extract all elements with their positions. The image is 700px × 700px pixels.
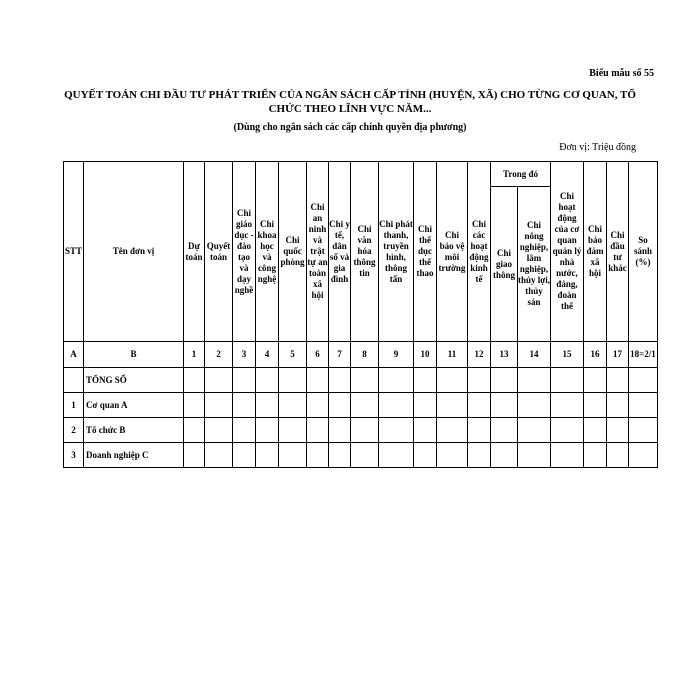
column-number-row xyxy=(64,342,658,368)
header-agriculture: Chi nông nghiệp, lâm nghiệp, thủy lợi, thủy sản xyxy=(518,187,551,342)
col-num: 2 xyxy=(205,342,233,368)
cell xyxy=(233,393,256,418)
cell xyxy=(491,418,518,443)
cell xyxy=(629,418,658,443)
cell xyxy=(491,443,518,468)
cell xyxy=(414,443,437,468)
cell xyxy=(233,418,256,443)
cell xyxy=(279,368,307,393)
cell xyxy=(379,418,414,443)
cell xyxy=(584,368,607,393)
row-stt: 1 xyxy=(64,393,84,418)
col-num: 8 xyxy=(351,342,379,368)
header-estimate: Dự toán xyxy=(184,162,205,342)
cell xyxy=(205,368,233,393)
cell xyxy=(329,443,351,468)
cell xyxy=(329,393,351,418)
unit-label: Đơn vị: Triệu đồng xyxy=(559,142,636,153)
cell xyxy=(184,443,205,468)
cell xyxy=(205,393,233,418)
header-other: Chi đầu tư khác xyxy=(607,162,629,342)
header-administration: Chi hoạt động của cơ quan quản lý nhà nước, đảng, đoàn thể xyxy=(551,162,584,342)
cell xyxy=(279,443,307,468)
cell xyxy=(518,393,551,418)
cell xyxy=(307,418,329,443)
cell xyxy=(279,393,307,418)
col-num: 12 xyxy=(468,342,491,368)
cell xyxy=(414,393,437,418)
cell xyxy=(551,418,584,443)
cell xyxy=(379,443,414,468)
cell xyxy=(629,393,658,418)
cell xyxy=(256,368,279,393)
cell xyxy=(468,393,491,418)
cell xyxy=(518,418,551,443)
cell xyxy=(629,443,658,468)
header-environment: Chi bảo vệ môi trường xyxy=(437,162,468,342)
col-num: 17 xyxy=(607,342,629,368)
header-stt: STT xyxy=(64,162,84,342)
row-stt: 2 xyxy=(64,418,84,443)
cell xyxy=(379,368,414,393)
cell xyxy=(437,443,468,468)
cell xyxy=(279,418,307,443)
cell xyxy=(491,393,518,418)
cell xyxy=(518,368,551,393)
col-num: 9 xyxy=(379,342,414,368)
settlement-table xyxy=(63,161,658,468)
header-sport: Chi thể dục thể thao xyxy=(414,162,437,342)
cell xyxy=(584,418,607,443)
cell xyxy=(607,368,629,393)
cell xyxy=(551,393,584,418)
header-social: Chi bảo đảm xã hội xyxy=(584,162,607,342)
cell xyxy=(205,443,233,468)
col-num: B xyxy=(84,342,184,368)
cell xyxy=(584,393,607,418)
col-num: 15 xyxy=(551,342,584,368)
cell xyxy=(329,368,351,393)
header-transport: Chi giao thông xyxy=(491,187,518,342)
cell xyxy=(437,368,468,393)
cell xyxy=(607,393,629,418)
header-compare: So sánh (%) xyxy=(629,162,658,342)
cell xyxy=(629,368,658,393)
cell xyxy=(307,443,329,468)
cell xyxy=(437,418,468,443)
cell xyxy=(551,443,584,468)
cell xyxy=(256,418,279,443)
header-broadcast: Chi phát thanh, truyền hình, thông tấn xyxy=(379,162,414,342)
cell xyxy=(414,368,437,393)
cell xyxy=(584,443,607,468)
row-name: Tổ chức B xyxy=(84,418,184,443)
table-row xyxy=(64,418,658,443)
col-num: 18=2/1 xyxy=(629,342,658,368)
cell xyxy=(351,393,379,418)
cell xyxy=(233,368,256,393)
page-subtitle: (Dùng cho ngân sách các cấp chính quyền địa phương) xyxy=(233,122,467,133)
header-of-which: Trong đó xyxy=(491,162,551,187)
header-health: Chi y tế, dân số và gia đình xyxy=(329,162,351,342)
row-stt: 3 xyxy=(64,443,84,468)
cell xyxy=(607,418,629,443)
cell xyxy=(184,393,205,418)
header-security: Chi an ninh và trật tự an toàn xã hội xyxy=(307,162,329,342)
cell xyxy=(351,443,379,468)
col-num: 16 xyxy=(584,342,607,368)
cell xyxy=(437,393,468,418)
cell xyxy=(351,368,379,393)
col-num: 7 xyxy=(329,342,351,368)
form-number: Biểu mẫu số 55 xyxy=(589,68,654,79)
col-num: 6 xyxy=(307,342,329,368)
col-num: A xyxy=(64,342,84,368)
header-culture: Chi văn hóa thông tin xyxy=(351,162,379,342)
page-title: QUYẾT TOÁN CHI ĐẦU TƯ PHÁT TRIỂN CỦA NGÂN SÁCH CẤP TỈNH (HUYỆN, XÃ) CHO TỪNG CƠ QUAN, TỔ CHỨC THEO LĨNH VỰC NĂM... xyxy=(64,89,636,115)
cell xyxy=(491,368,518,393)
cell xyxy=(414,418,437,443)
cell xyxy=(184,368,205,393)
header-name: Tên đơn vị xyxy=(84,162,184,342)
cell xyxy=(551,368,584,393)
cell xyxy=(184,418,205,443)
cell xyxy=(256,443,279,468)
col-num: 14 xyxy=(518,342,551,368)
cell xyxy=(307,368,329,393)
col-num: 11 xyxy=(437,342,468,368)
header-economy: Chi các hoạt động kinh tế xyxy=(468,162,491,342)
cell xyxy=(468,368,491,393)
cell xyxy=(233,443,256,468)
row-name: TỔNG SỐ xyxy=(84,368,184,393)
table-row xyxy=(64,393,658,418)
header-settlement: Quyết toán xyxy=(205,162,233,342)
row-name: Doanh nghiệp C xyxy=(84,443,184,468)
col-num: 1 xyxy=(184,342,205,368)
col-num: 10 xyxy=(414,342,437,368)
table-row xyxy=(64,443,658,468)
cell xyxy=(329,418,351,443)
row-stt xyxy=(64,368,84,393)
row-name: Cơ quan A xyxy=(84,393,184,418)
header-defense: Chi quốc phòng xyxy=(279,162,307,342)
table-row xyxy=(64,368,658,393)
col-num: 3 xyxy=(233,342,256,368)
cell xyxy=(468,443,491,468)
cell xyxy=(256,393,279,418)
cell xyxy=(351,418,379,443)
col-num: 4 xyxy=(256,342,279,368)
cell xyxy=(468,418,491,443)
col-num: 5 xyxy=(279,342,307,368)
cell xyxy=(379,393,414,418)
cell xyxy=(518,443,551,468)
header-science: Chi khoa học và công nghệ xyxy=(256,162,279,342)
cell xyxy=(607,443,629,468)
cell xyxy=(205,418,233,443)
cell xyxy=(307,393,329,418)
header-education: Chi giáo dục - đào tạo và dạy nghề xyxy=(233,162,256,342)
col-num: 13 xyxy=(491,342,518,368)
